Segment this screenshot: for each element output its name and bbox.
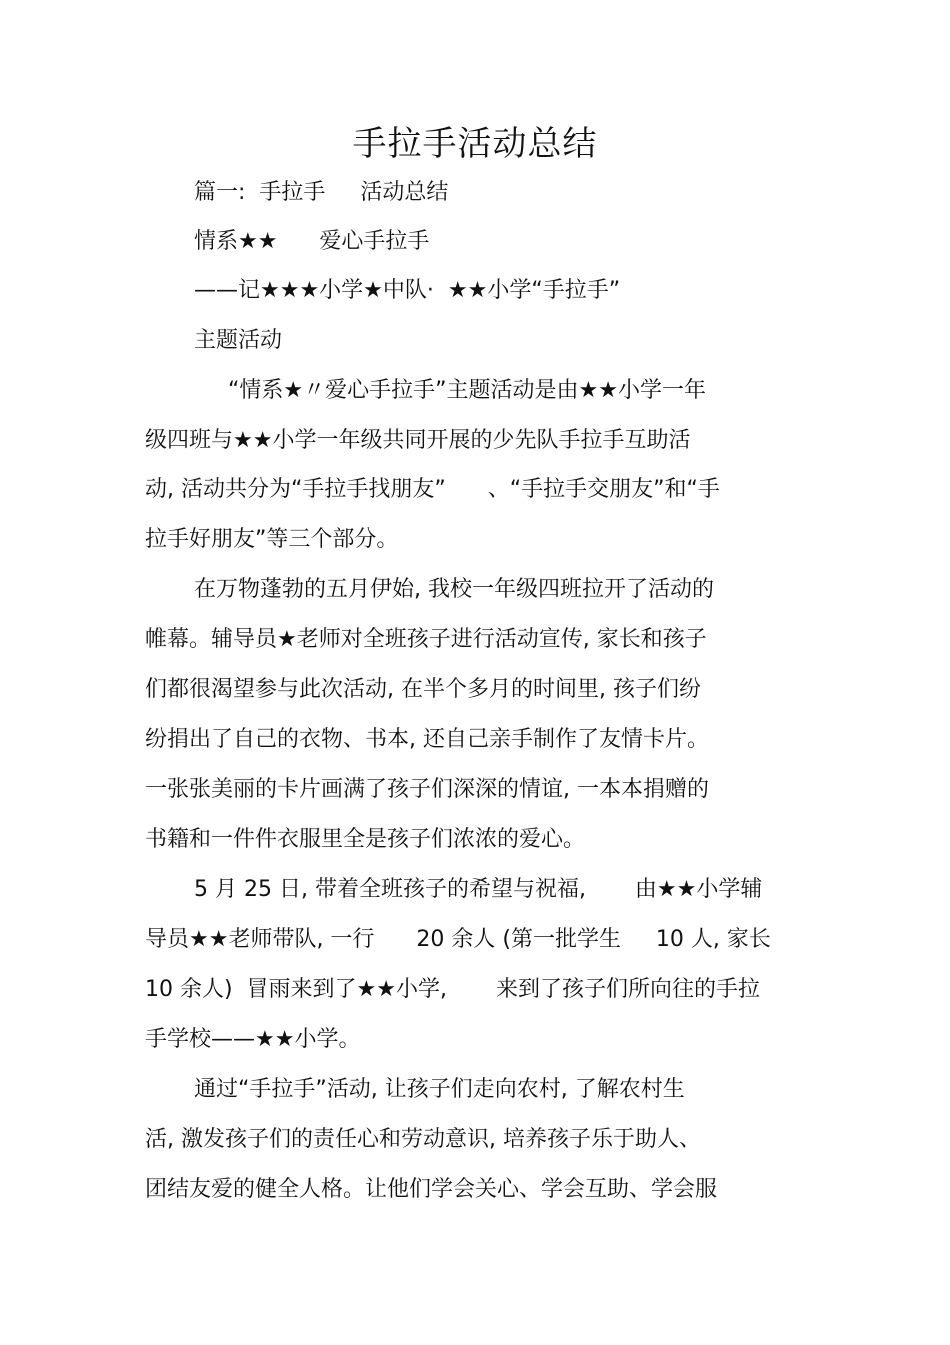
- paragraph-line: 一张张美丽的卡片画满了孩子们深深的情谊, 一本本捐赠的: [145, 777, 709, 802]
- paragraph-line: 通过“手拉手”活动, 让孩子们走向农村, 了解农村生: [194, 1077, 685, 1102]
- paragraph-line: 拉手好朋友”等三个部分。: [145, 527, 399, 552]
- paragraph-line: 纷捐出了自己的衣物、书本, 还自己亲手制作了友情卡片。: [145, 727, 709, 752]
- paragraph-line: 动, 活动共分为“手拉手找朋友” 、“手拉手交朋友”和“手: [145, 477, 720, 502]
- paragraph-line: 们都很渴望参与此次活动, 在半个多月的时间里, 孩子们纷: [145, 677, 701, 702]
- subtitle-line: 主题活动: [194, 328, 283, 353]
- paragraph-line: 手学校——★★小学。: [145, 1027, 361, 1052]
- document-title: 手拉手活动总结: [352, 124, 598, 164]
- paragraph-line: 书籍和一件件衣服里全是孩子们浓浓的爱心。: [145, 827, 586, 852]
- paragraph-line: 在万物蓬勃的五月伊始, 我校一年级四班拉开了活动的: [194, 577, 714, 602]
- paragraph-line: 团结友爱的健全人格。让他们学会关心、学会互助、学会服: [145, 1177, 718, 1202]
- subtitle-line: ——记★★★小学★中队· ★★小学“手拉手”: [194, 278, 621, 303]
- paragraph-line: 活, 激发孩子们的责任心和劳动意识, 培养孩子乐于助人、: [145, 1127, 701, 1152]
- paragraph-line: 导员★★老师带队, 一行 20 余人 (第一批学生 10 人, 家长: [145, 927, 771, 952]
- paragraph-line: 级四班与★★小学一年级共同开展的少先队手拉手互助活: [145, 428, 691, 453]
- paragraph-line: 10 余人) 冒雨来到了★★小学, 来到了孩子们所向往的手拉: [145, 977, 760, 1002]
- paragraph-line: 帷幕。辅导员★老师对全班孩子进行活动宣传, 家长和孩子: [145, 627, 707, 652]
- paragraph-line: 5 月 25 日, 带着全班孩子的希望与祝福, 由★★小学辅: [194, 877, 763, 902]
- subtitle-line: 情系★★ 爱心手拉手: [194, 229, 430, 254]
- paragraph-line: “情系★〃爱心手拉手”主题活动是由★★小学一年: [228, 378, 706, 403]
- subtitle-line: 篇一: 手拉手 活动总结: [194, 180, 449, 205]
